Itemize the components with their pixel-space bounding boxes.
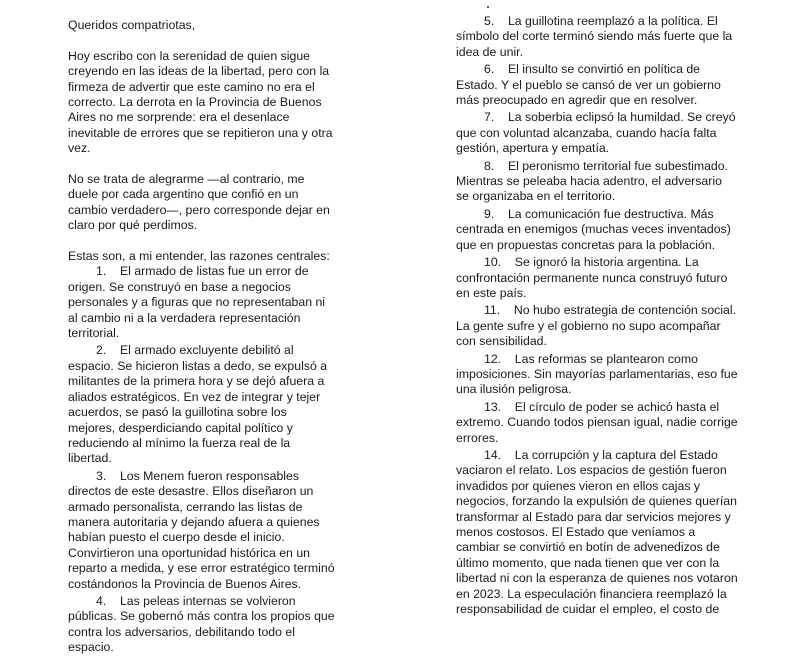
list-item-number: 8. [484, 158, 495, 173]
list-item-text: El círculo de poder se achicó hasta el extremo. Cuando todos piensan igual, nadie corrige errores. [456, 399, 738, 445]
list-item-text: La comunicación fue destructiva. Más centrada en enemigos (muchas veces inventados) que en propuestas concretas para la población. [456, 206, 731, 252]
list-item-number: 6. [484, 62, 495, 77]
list-item-number: 4. [96, 593, 107, 608]
right-list [456, 14, 738, 617]
list-item-number: 12. [484, 351, 502, 366]
page-mark [487, 6, 489, 8]
list-item-text: El armado excluyente debilitó al espacio. Se hicieron listas a dedo, se expulsó a militantes de la primera hora y se dejó afuera a aliados estratégicos. En vez de integrar y tejer acuerdos, se pasó la guillotina sobre los mejores, desperdiciando capital político y reduciendo al mínimo la fuerza real de la libertad. [68, 343, 328, 466]
list-item [456, 110, 738, 156]
list-item [456, 352, 738, 398]
list-item [68, 343, 336, 466]
list-item [68, 264, 336, 341]
list-item-text: La soberbia eclipsó la humildad. Se creyó que con voluntad alcanzaba, cuando hacía falta gestión, apertura y empatía. [456, 110, 736, 156]
list-item-number: 7. [484, 110, 495, 125]
list-item-number: 10. [484, 255, 502, 270]
list-item-number: 2. [96, 343, 107, 358]
list-item [456, 207, 738, 253]
list-item-text: Se ignoró la historia argentina. La confrontación permanente nunca construyó futuro en este país. [456, 255, 728, 300]
list-item-text: La corrupción y la captura del Estado vaciaron el relato. Los espacios de gestión fueron invadidos por quienes vieron en ellos cajas y negocios, forzando la expulsión de quienes querían transformar al Estado para dar servicios mejores y menos costosos. El Estado que veníamos a cambiar se convirtió en botín de advenedizos de último momento, que nada tienen que ver con la libertad ni con la esperanza de quienes nos votaron en 2023. La especulación financiera reemplazó la responsabilidad de cuidar el empleo, el costo de [456, 447, 738, 617]
paragraph-2: No se trata de alegrarme —al contrario, me duele por cada argentino que confió en un cambio verdadero—, pero corresponde dejar en claro por qué perdimos. [68, 172, 330, 233]
right-column [456, 14, 738, 619]
list-item [456, 14, 738, 60]
left-list [68, 264, 336, 655]
list-item [68, 594, 336, 656]
list-item-number: 3. [96, 468, 107, 483]
list-item-number: 9. [484, 206, 495, 221]
list-item-number: 1. [96, 264, 107, 279]
list-item-number: 11. [484, 303, 501, 318]
salutation: Queridos compatriotas, [68, 18, 196, 32]
list-item-text: Los Menem fueron responsables directos de este desastre. Ellos diseñaron un armado personalista, cerrando las listas de manera autoritaria y dejando afuera a quienes habían puesto el cuerpo desde el inicio. Convirtieron una oportunidad histórica en un reparto a medida, y ese error estratégico terminó costándonos la Provincia de Buenos Aires. [68, 468, 335, 591]
list-item-text: El insulto se convirtió en política de Estado. Y el pueblo se cansó de ver un gobierno más preocupado en agredir que en resolver. [456, 62, 721, 108]
left-column [68, 18, 336, 658]
list-item-number: 14. [484, 447, 502, 462]
list-item [456, 62, 738, 108]
list-item [456, 303, 738, 349]
list-item-number: 13. [484, 399, 502, 414]
list-item-text: No hubo estrategia de contención social. La gente sufre y el gobierno no supo acompañar con sensibilidad. [456, 303, 737, 349]
list-item [456, 400, 738, 446]
paragraph-1: Hoy escribo con la serenidad de quien sigue creyendo en las ideas de la libertad, pero con la firmeza de advertir que este camino no era el correcto. La derrota en la Provincia de Buenos Aires no me sorprende: era el desenlace inevitable de errores que se repitieron una y otra vez. [68, 48, 333, 156]
list-intro: Estas son, a mi entender, las razones centrales: [68, 249, 330, 264]
list-item-text: La guillotina reemplazó a la política. El símbolo del corte terminó siendo más fuerte que la idea de unir. [456, 14, 733, 59]
list-item-number: 5. [484, 14, 495, 28]
list-item-text: Las reformas se plantearon como imposiciones. Sin mayorías parlamentarias, eso fue una ilusión peligrosa. [456, 351, 738, 397]
list-item [456, 255, 738, 301]
list-item [68, 469, 336, 592]
list-item-text: El armado de listas fue un error de origen. Se construyó en base a negocios personales y a figuras que no representaban ni al cambio ni a la verdadera representación territorial. [68, 264, 326, 341]
list-item [456, 448, 738, 617]
list-item-text: Las peleas internas se volvieron públicas. Se gobernó más contra los propios que contra los adversarios, debilitando todo el espacio. [68, 593, 335, 655]
list-item [456, 159, 738, 205]
list-item-text: El peronismo territorial fue subestimado. Mientras se peleaba hacia adentro, el adversario se organizaba en el territorio. [456, 158, 729, 204]
